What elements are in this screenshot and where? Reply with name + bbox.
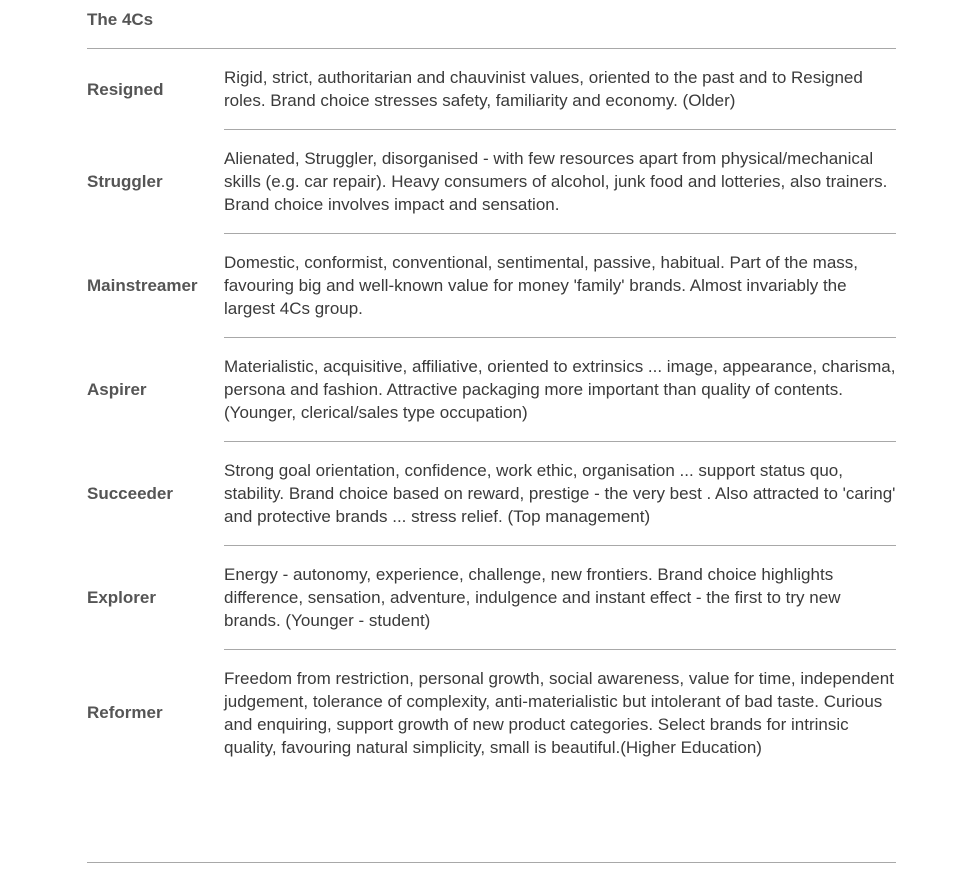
table-row (87, 234, 896, 338)
bottom-divider (87, 862, 896, 863)
table-row (87, 546, 896, 650)
table-row (87, 49, 896, 130)
page-title: The 4Cs (87, 10, 154, 29)
segment-description: Domestic, conformist, conventional, sentimental, passive, habitual. Part of the mass, favouring big and well-known value for money 'family' brands. Almost invariably the largest 4Cs group. (224, 234, 896, 338)
segment-description: Alienated, Struggler, disorganised - with few resources apart from physical/mechanical skills (e.g. car repair). Heavy consumers of alcohol, junk food and lotteries, also trainers. Brand choice involves impact and sensation. (224, 130, 896, 234)
table-row (87, 442, 896, 546)
segment-description: Rigid, strict, authoritarian and chauvinist values, oriented to the past and to Resigned roles. Brand choice stresses safety, familiarity and economy. (Older) (224, 49, 896, 130)
segment-description: Freedom from restriction, personal growth, social awareness, value for time, independent judgement, tolerance of complexity, anti-materialistic but intolerant of bad taste. Curious and enquiring, support growth of new product categories. Select brands for intrinsic quality, favouring natural simplicity, small is beautiful.(Higher Education) (224, 669, 894, 757)
segment-label: Succeeder (87, 484, 173, 503)
segment-label: Explorer (87, 588, 156, 607)
segment-description: Materialistic, acquisitive, affiliative, oriented to extrinsics ... image, appearance, charisma, persona and fashion. Attractive packaging more important than quality of contents. (Younger, clerical/sales type occupation) (224, 338, 896, 442)
table-row (87, 650, 896, 777)
segment-label: Reformer (87, 703, 163, 723)
segment-label: Resigned (87, 79, 164, 99)
segment-label: Aspirer (87, 380, 147, 399)
segment-description: Energy - autonomy, experience, challenge, new frontiers. Brand choice highlights difference, sensation, adventure, indulgence and instant effect - the first to try new brands. (Younger - student) (224, 546, 896, 650)
segment-label: Mainstreamer (87, 276, 198, 295)
segment-description: Strong goal orientation, confidence, work ethic, organisation ... support status quo, stability. Brand choice based on reward, prestige - the very best . Also attracted to 'caring' and protective brands ... stress relief. (Top management) (224, 442, 896, 546)
table-row (87, 130, 896, 234)
segments-table (87, 49, 896, 776)
segment-label: Struggler (87, 172, 163, 191)
table-row (87, 338, 896, 442)
